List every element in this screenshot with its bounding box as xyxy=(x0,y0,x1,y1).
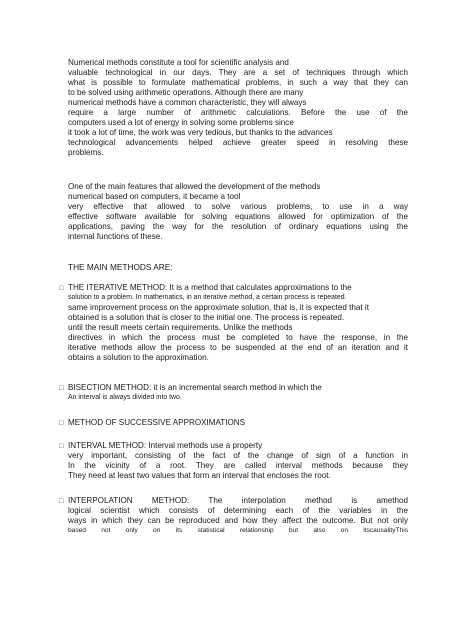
text-line: to be solved using arithmetic operations. Although there are many xyxy=(68,88,304,97)
iterative-method-item xyxy=(68,283,408,363)
bisection-method-item xyxy=(68,383,408,403)
empty-square-bullet-icon xyxy=(59,498,67,505)
text-line: INTERPOLATION METHOD: The interpolation method is amethod xyxy=(68,496,408,505)
text-line: it took a lot of time, the work was very tedious, but thanks to the advances xyxy=(68,128,333,137)
text-line: METHOD OF SUCCESSIVE APPROXIMATIONS xyxy=(68,418,246,427)
text-line: same improvement process on the approximate solution, that is, it is expected that it xyxy=(68,303,369,312)
text-line: INTERVAL METHOD: Interval methods use a property xyxy=(68,441,263,450)
successive-approximations-item xyxy=(68,418,408,428)
features-paragraph xyxy=(68,182,408,242)
text-line: One of the main features that allowed the development of the methods xyxy=(68,182,321,191)
text-line: technological advancements helped achieve greater speed in resolving these xyxy=(68,138,408,147)
text-line: directives in which the process must be completed to have the response, in the xyxy=(68,333,408,342)
empty-square-bullet-icon xyxy=(59,385,67,392)
interval-method-item xyxy=(68,441,408,481)
text-line: problems. xyxy=(68,148,104,157)
text-line: until the result meets certain requirements. Unlike the methods xyxy=(68,323,293,332)
empty-square-bullet-icon xyxy=(59,443,67,450)
text-line: applications, paving the way for the resolution of ordinary equations using the xyxy=(68,222,408,231)
text-line: based not only on its statistical relationship but also on itscausalityThis xyxy=(68,527,408,534)
text-line: numerical methods have a common characteristic, they will always xyxy=(68,98,307,107)
text-line: BISECTION METHOD: it is an incremental search method in which the xyxy=(68,383,322,392)
empty-square-bullet-icon xyxy=(59,285,67,292)
text-line: very effective that allowed to solve various problems, to use in a way xyxy=(68,202,408,211)
empty-square-bullet-icon xyxy=(59,420,67,427)
text-line: THE ITERATIVE METHOD: It is a method that calculates approximations to the xyxy=(68,283,352,292)
text-line: computers used a lot of energy in solving some problems since xyxy=(68,118,294,127)
text-line: what is possible to formulate mathematical problems, in such a way that they can xyxy=(68,78,408,87)
text-line: solution to a problem. In mathematics, in an iterative method, a certain process is repeated. xyxy=(68,294,347,301)
text-line: internal functions of these. xyxy=(68,232,163,241)
main-methods-heading: THE MAIN METHODS ARE: xyxy=(68,262,173,272)
text-line: An interval is always divided into two. xyxy=(68,394,182,401)
text-line: In the vicinity of a root. They are called interval methods because they xyxy=(68,461,408,470)
interpolation-method-item xyxy=(68,496,408,536)
text-line: valuable technological in our days. They are a set of techniques through which xyxy=(68,68,408,77)
text-line: iterative methods allow the process to be suspended at the end of an iteration and it xyxy=(68,343,408,352)
text-line: They need at least two values that form an interval that encloses the root. xyxy=(68,471,331,480)
text-line: obtains a solution to the approximation. xyxy=(68,353,209,362)
text-line: Numerical methods constitute a tool for scientific analysis and xyxy=(68,58,289,67)
text-line: numerical based on computers, it became a tool xyxy=(68,192,241,201)
intro-paragraph xyxy=(68,58,408,158)
text-line: require a large number of arithmetic calculations. Before the use of the xyxy=(68,108,408,117)
text-line: logical scientist which consists of determining each of the variables in the xyxy=(68,506,408,515)
text-line: ways in which they can be reproduced and how they affect the outcome. But not only xyxy=(68,516,408,525)
text-line: obtained is a solution that is closer to the initial one. The process is repeated. xyxy=(68,313,345,322)
text-line: very important, consisting of the fact of the change of sign of a function in xyxy=(68,451,408,460)
text-line: effective software available for solving equations allowed for optimization of the xyxy=(68,212,408,221)
